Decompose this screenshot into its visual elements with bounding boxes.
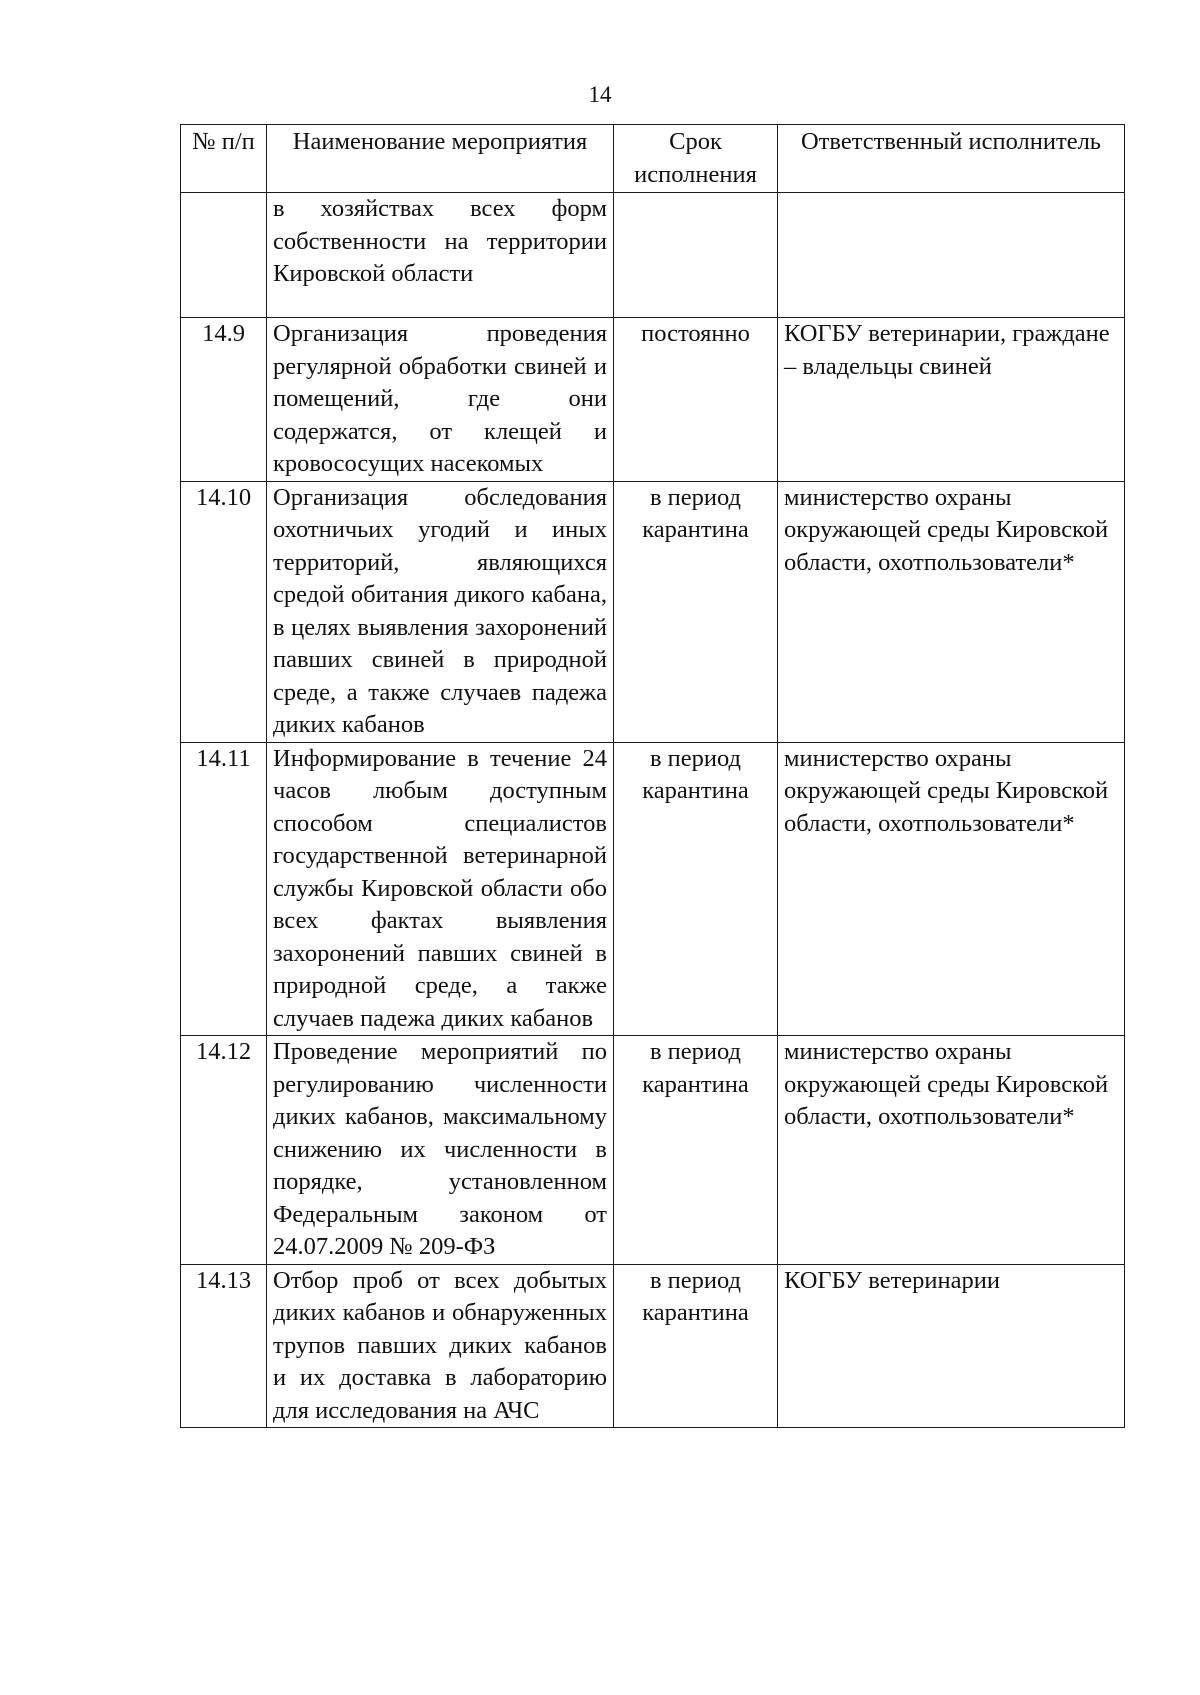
cell-responsible: КОГБУ ветеринарии, граждане – владельцы свиней <box>778 318 1125 482</box>
cell-term: постоянно <box>614 318 778 482</box>
header-name: Наименование мероприятия <box>267 125 614 193</box>
cell-num <box>181 193 267 318</box>
table-row <box>181 1036 1125 1265</box>
header-num: № п/п <box>181 125 267 193</box>
table-body <box>181 193 1125 1428</box>
header-term: Срок исполнения <box>614 125 778 193</box>
table-header <box>181 125 1125 193</box>
cell-responsible: министерство охраны окружающей среды Кировской области, охотпользователи* <box>778 1036 1125 1265</box>
table-row <box>181 1264 1125 1428</box>
table-row <box>181 481 1125 742</box>
cell-name: Информирование в течение 24 часов любым доступным способом специалистов государственной ветеринарной службы Кировской области обо всех фактах выявления захоронений павших свиней в природной среде, а также случаев падежа диких кабанов <box>267 742 614 1036</box>
cell-name: Проведение мероприятий по регулированию численности диких кабанов, максимальному снижению их численности в порядке, установленном Федеральным законом от 24.07.2009 № 209-ФЗ <box>267 1036 614 1265</box>
cell-num: 14.9 <box>181 318 267 482</box>
cell-name: в хозяйствах всех форм собственности на территории Кировской области <box>267 193 614 318</box>
cell-name: Отбор проб от всех добытых диких кабанов и обнаруженных трупов павших диких кабанов и их доставка в лабораторию для исследования на АЧС <box>267 1264 614 1428</box>
cell-responsible: КОГБУ ветеринарии <box>778 1264 1125 1428</box>
table-row <box>181 318 1125 482</box>
cell-term: в период карантина <box>614 481 778 742</box>
cell-num: 14.11 <box>181 742 267 1036</box>
page-number: 14 <box>588 82 612 107</box>
table-row <box>181 193 1125 318</box>
table-row <box>181 742 1125 1036</box>
cell-num: 14.10 <box>181 481 267 742</box>
cell-num: 14.12 <box>181 1036 267 1265</box>
cell-term: в период карантина <box>614 1264 778 1428</box>
cell-term: в период карантина <box>614 742 778 1036</box>
cell-term: в период карантина <box>614 1036 778 1265</box>
header-responsible: Ответственный исполнитель <box>778 125 1125 193</box>
measures-table <box>180 124 1125 1428</box>
header-row <box>181 125 1125 193</box>
cell-name: Организация проведения регулярной обработки свиней и помещений, где они содержатся, от клещей и кровососущих насекомых <box>267 318 614 482</box>
cell-responsible: министерство охраны окружающей среды Кировской области, охотпользователи* <box>778 481 1125 742</box>
cell-num: 14.13 <box>181 1264 267 1428</box>
cell-name: Организация обследования охотничьих угодий и иных территорий, являющихся средой обитания дикого кабана, в целях выявления захоронений павших свиней в природной среде, а также случаев падежа диких кабанов <box>267 481 614 742</box>
cell-responsible <box>778 193 1125 318</box>
cell-responsible: министерство охраны окружающей среды Кировской области, охотпользователи* <box>778 742 1125 1036</box>
cell-term <box>614 193 778 318</box>
